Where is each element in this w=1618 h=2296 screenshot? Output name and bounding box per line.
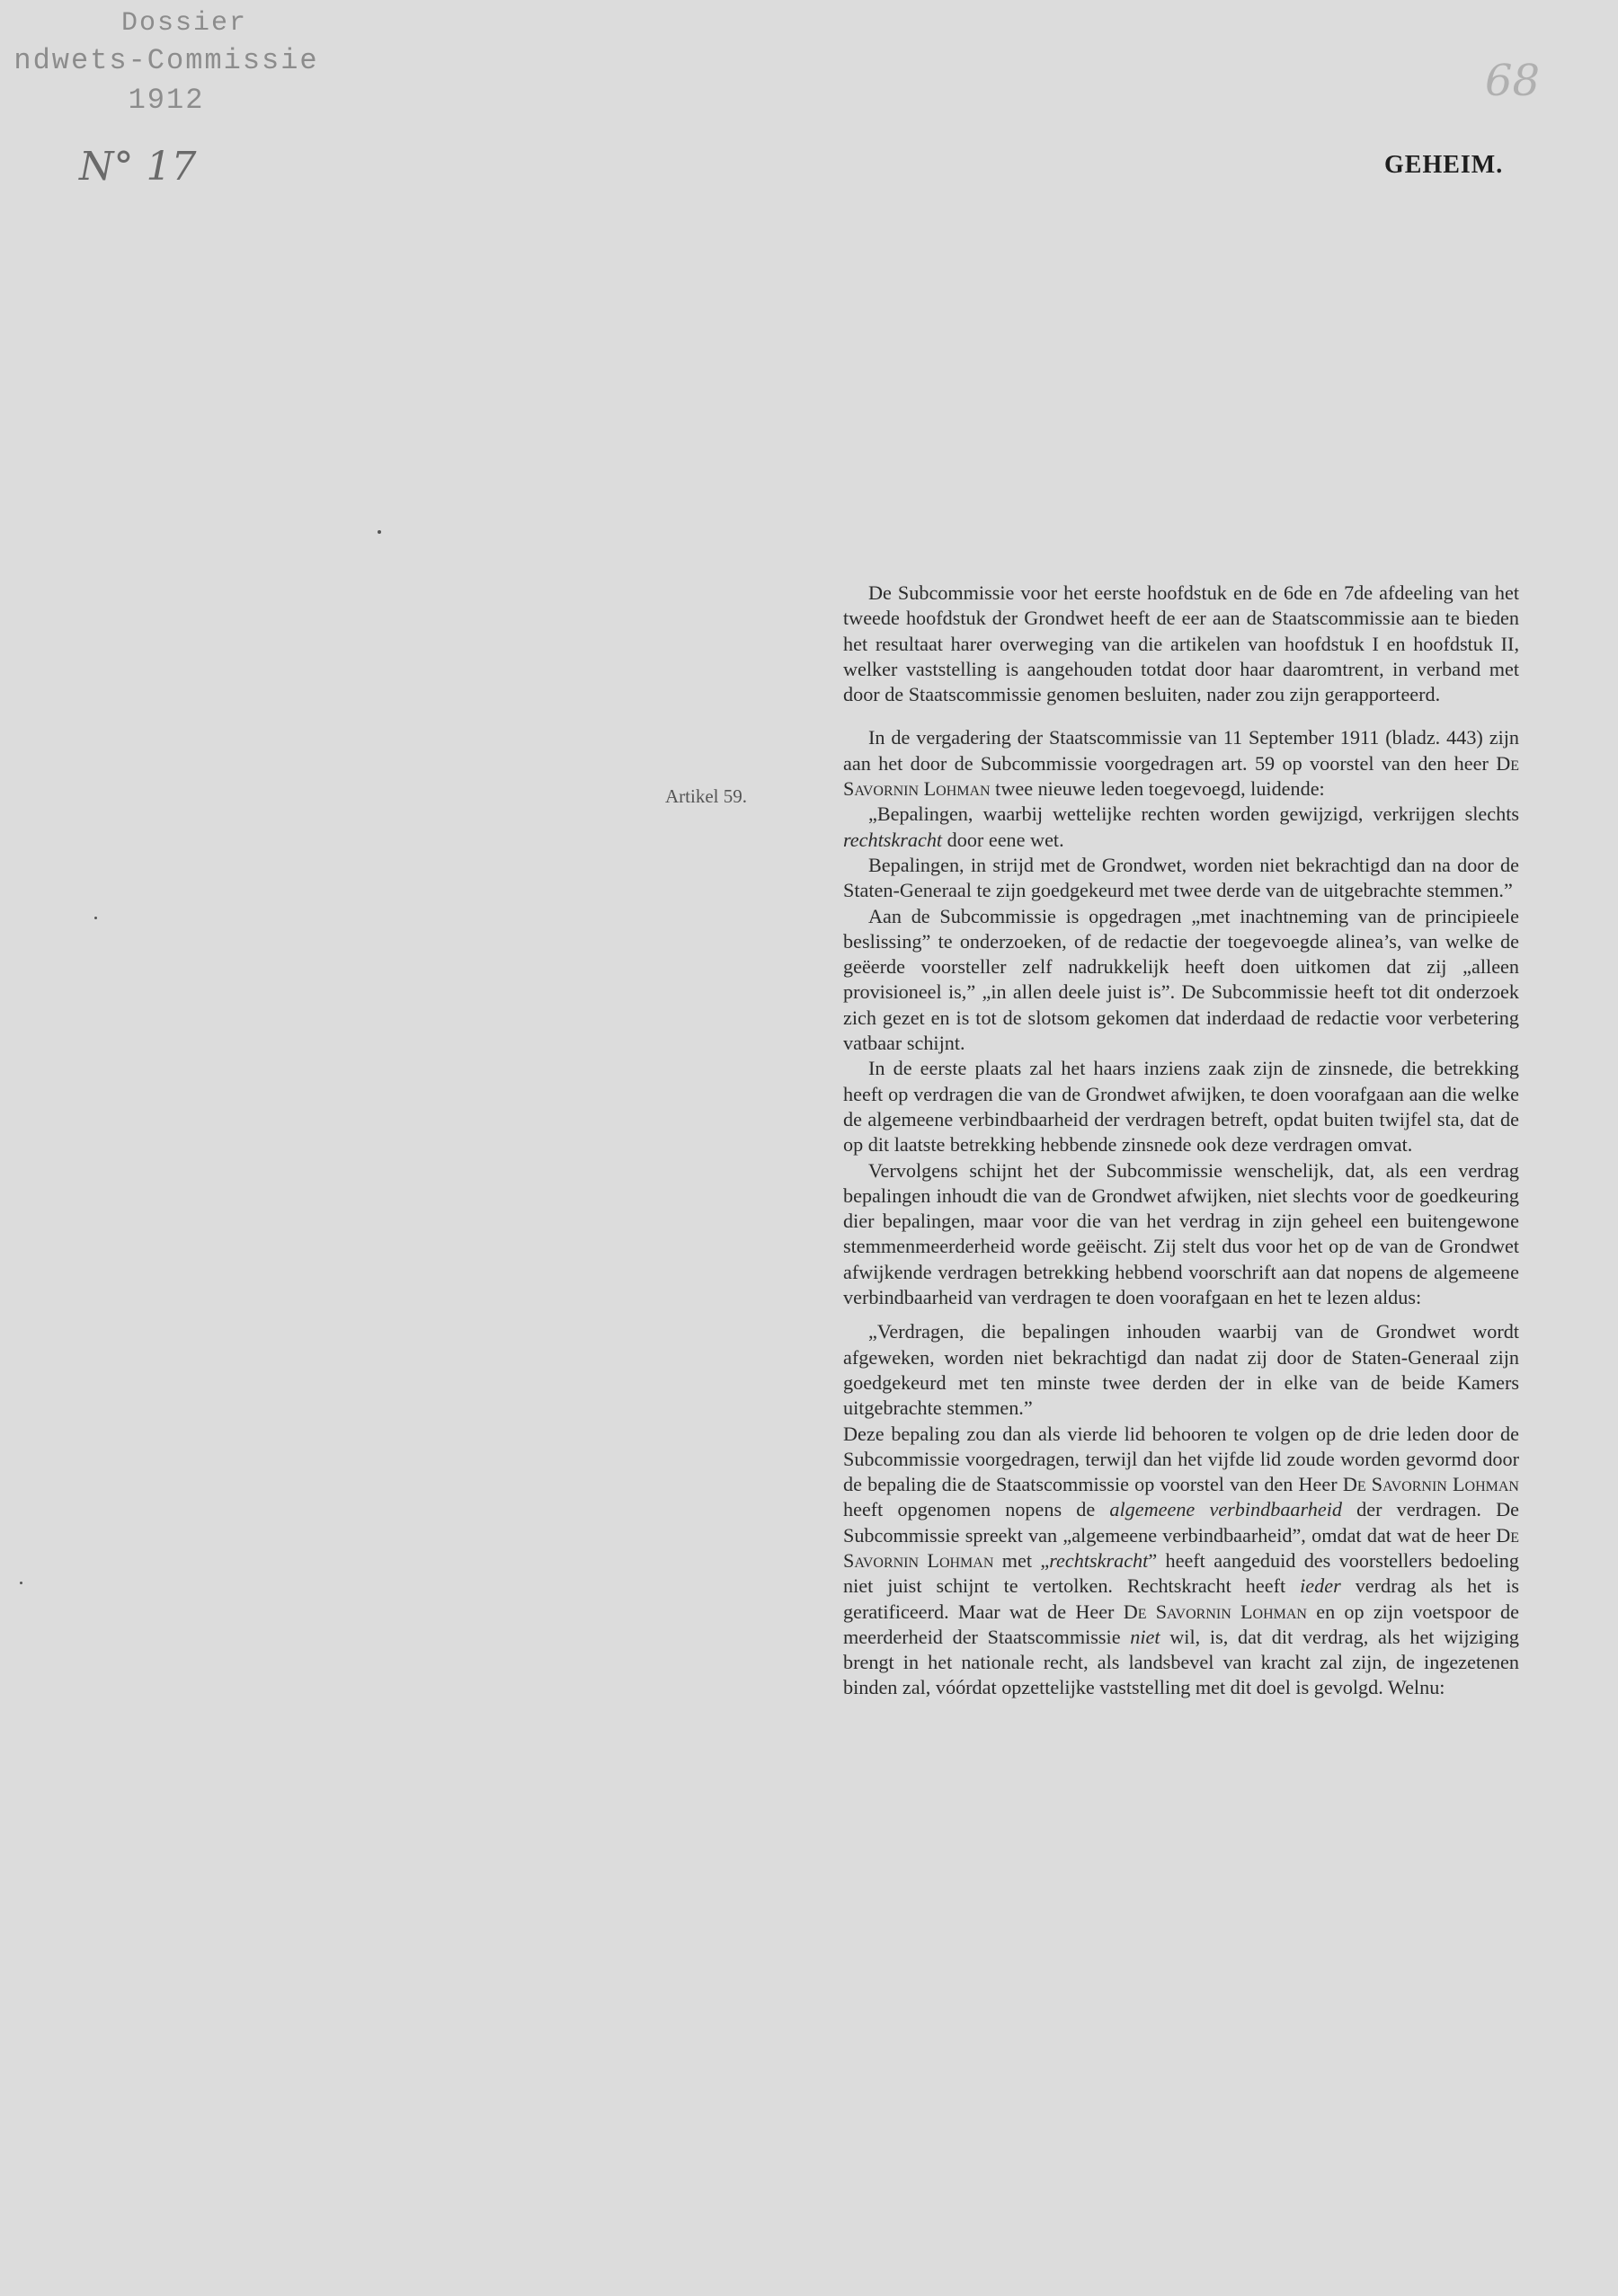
emphasis-text: ieder [1300, 1574, 1341, 1598]
paragraph-explanation: Deze bepaling zou dan als vierde lid behooren te volgen op de drie leden door de Subcommissie voorgedragen, terwijl dan het vijfde lid zoude worden gevormd door de bepaling die de Staatscommissie op voorstel van den Heer De Savornin Lohman heeft opgenomen nopens de algemeene verbindbaarheid der verdragen. De Subcommissie spreekt van „algemeene verbindbaarheid”, omdat dat wat de heer De Savornin Lohman met „rechtskracht” heeft aangeduid des voorstellers bedoeling niet juist schijnt te vertolken. Rechtskracht heeft ieder verdrag als het is geratificeerd. Maar wat de Heer De Savornin Lohman en op zijn voetspoor de meerderheid der Staatscommissie niet wil, is, dat dit verdrag, als het wijziging brengt in het nationale recht, als landsbevel van kracht zal zijn, de ingezetenen binden zal, vóórdat opzettelijke vaststelling met dit doel is gevolgd. Welnu: [843, 1422, 1519, 1699]
paragraph-assignment: Aan de Subcommissie is opgedragen „met inachtneming van de principieele beslissing” te onderzoeken, of de redactie der toegevoegde alinea’s, van welke de geëerde voorsteller zelf nadrukkelijk heeft doen uitkomen dat zij „alleen provisioneel is,” „in allen deele juist is”. De Subcommissie heeft tot dit onderzoek zich gezet en is tot de slotsom gekomen dat inderdaad de redactie voor verbetering vatbaar schijnt. [843, 904, 1519, 1055]
person-name: De Savornin Lohman [843, 751, 1519, 801]
stamp-line-commission: ndwets-Commissie [13, 44, 319, 77]
stamp-line-year: 1912 [128, 84, 205, 117]
person-name: De Savornin Lohman [1123, 1600, 1307, 1623]
person-name: De Savornin Lohman [1342, 1473, 1519, 1496]
paper-speck [20, 1582, 22, 1584]
quote-proposed-text: „Verdragen, die bepalingen inhouden waarbij van de Grondwet wordt afgeweken, worden niet bekrachtigd dan nadat zij door de Staten-Generaal zijn goedgekeurd met ten minste twee derden der in elke van de beide Kamers uitgebrachte stemmen.” [843, 1320, 1519, 1420]
intro-paragraph: De Subcommissie voor het eerste hoofdstuk en de 6de en 7de afdeeling van het tweede hoofdstuk der Grondwet heeft de eer aan de Staatscommissie aan te bieden het resultaat harer overweging van die artikelen van hoofdstuk I en hoofdstuk II, welker vaststelling is aangehouden totdat door haar daaromtrent, in verband met door de Staatscommissie genomen besluiten, nader zou zijn gerapporteerd. [843, 581, 1519, 706]
paragraph-first-point: In de eerste plaats zal het haars inziens zaak zijn de zinsnede, die betrekking heeft op verdragen die van de Grondwet afwijken, te doen voorafgaan aan die welke de algemeene verbindbaarheid der verdragen betreft, opdat buiten twijfel sta, dat de op dit laatste betrekking hebbende zinsnede ook deze verdragen omvat. [843, 1057, 1519, 1157]
article-margin-label: Artikel 59. [665, 785, 747, 807]
emphasis-text: rechtskracht [843, 828, 943, 851]
emphasis-text: niet [1130, 1625, 1160, 1648]
report-body [843, 581, 1519, 1701]
handwritten-page-number: 68 [1485, 56, 1541, 106]
person-name: De Savornin Lohman [843, 1523, 1519, 1572]
paragraph-meeting: In de vergadering der Staatscommissie van 11 September 1911 (bladz. 443) zijn aan het door de Subcommissie voorgedragen art. 59 op voorstel van den heer De Savornin Lohman twee nieuwe leden toegevoegd, luidende: [843, 726, 1519, 801]
stamp-line-dossier: Dossier [120, 8, 248, 39]
quote-provision-2: Bepalingen, in strijd met de Grondwet, worden niet bekrachtigd dan na door de Staten-Generaal te zijn goedgekeurd met twee derde van de uitgebrachte stemmen.” [843, 853, 1519, 902]
paper-speck [94, 917, 97, 919]
emphasis-text: algemeene verbindbaarheid [1109, 1498, 1342, 1521]
handwritten-file-number: N° 17 [79, 144, 197, 190]
classification-heading: GEHEIM. [1384, 151, 1504, 179]
quote-provision-1: „Bepalingen, waarbij wettelijke rechten worden gewijzigd, verkrijgen slechts rechtskracht door eene wet. [843, 802, 1519, 851]
paper-speck [378, 530, 381, 534]
archive-stamp [0, 5, 333, 120]
paragraph-second-point: Vervolgens schijnt het der Subcommissie wenschelijk, dat, als een verdrag bepalingen inhoudt die van de Grondwet afwijken, niet slechts voor de goedkeuring dier bepalingen, maar voor die van het verdrag in zijn geheel een buitengewone stemmenmeerderheid worde geëischt. Zij stelt dus voor het op de van de Grondwet afwijkende verdragen betrekking hebbend voorschrift aan dat nopens de algemeene verbindbaarheid van verdragen te doen voorafgaan en het te lezen aldus: [843, 1158, 1519, 1309]
emphasis-text: rechtskracht [1049, 1548, 1149, 1572]
